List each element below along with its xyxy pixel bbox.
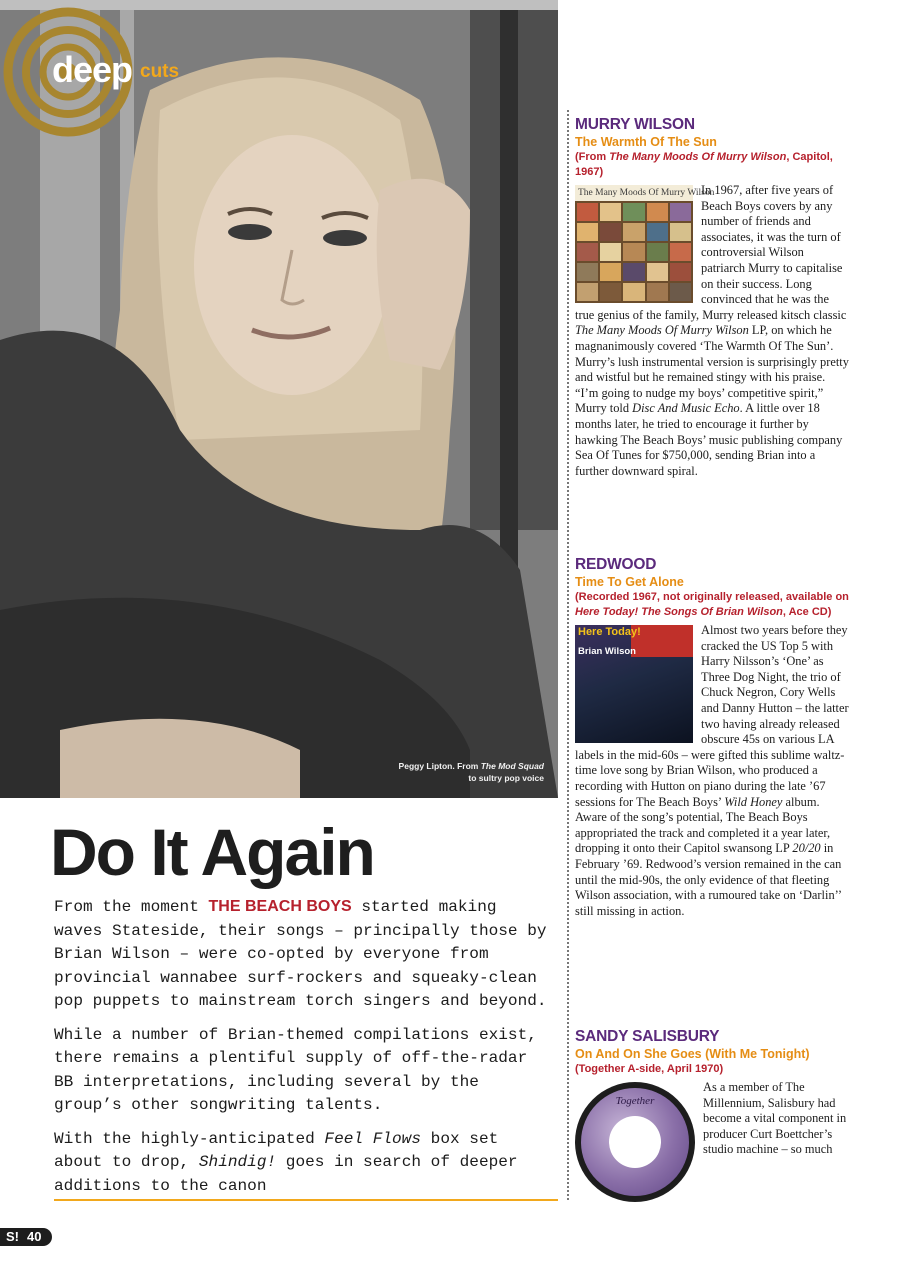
column-divider (567, 110, 569, 1200)
entry-song: The Warmth Of The Sun (575, 135, 717, 149)
entry-song: Time To Get Alone (575, 575, 684, 589)
album-cover-grid (575, 201, 693, 303)
intro-paragraph-1: From the moment THE BEACH BOYS started making waves Stateside, their songs – principally those by Brian Wilson – were co-opted by everyone from provincial wannabee surf-rockers and squeaky-clean pop puppets to mainstream torch singers and beyond. (54, 898, 547, 1010)
entry-source: (Recorded 1967, not originally released, available on Here Today! The Songs Of Brian Wilson, Ace CD) (575, 591, 849, 618)
entry-body: Here Today! Brian Wilson Almost two years before they cracked the US Top 5 with Harry Nilsson’s ‘One’ as Three Dog Night, the trio of Chuck Negron, Cory Wells and Danny Hutton – the latter two having already released obscure 45s on various LA labels in the mid-60s – were gifted this sublime waltz-time love song by Brian Wilson, who produced a recording with Hutton on piano during the late ’67 sessions for The Beach Boys’ Wild Honey album. Aware of the song’s potential, The Beach Boys appropriated the track and completed it a year later, dropping it onto their Capitol swansong LP 20/20 in February ’69. Redwood’s version remained in the can until the mid-90s, the only evidence of that fleeting Wilson association, with a rumoured take on ‘Darlin’’ still missing in action. (575, 623, 849, 918)
entry-sandy-salisbury (575, 1028, 850, 1206)
entry-artist: MURRY WILSON (575, 116, 695, 133)
vinyl-label-text: Together (615, 1095, 655, 1107)
entry-artist: REDWOOD (575, 556, 657, 573)
intro-rule (54, 1199, 558, 1201)
photo-caption: Peggy Lipton. From The Mod Squad to sultry pop voice (398, 761, 544, 783)
album-cover-title: The Many Moods Of Murry Wilson (575, 185, 693, 201)
vinyl-record (575, 1082, 695, 1202)
entry-artist: SANDY SALISBURY (575, 1028, 720, 1045)
entry-source: (From The Many Moods Of Murry Wilson, Capitol, 1967) (575, 151, 833, 178)
folio-logo: S! (6, 1229, 19, 1244)
logo-cuts-text: cuts (140, 61, 180, 82)
page-number: 40 (27, 1229, 42, 1244)
logo-deep-text: deep (52, 49, 133, 90)
intro-text (54, 895, 554, 1208)
intro-paragraph-3: With the highly-anticipated Feel Flows box set about to drop, Shindig! goes in search of deeper additions to the canon (54, 1129, 518, 1195)
page-title: Do It Again (50, 815, 374, 889)
entry-song: On And On She Goes (With Me Tonight) (575, 1047, 810, 1061)
entry-body: The Many Moods Of Murry Wilson In 1967, after five years of Beach Boys covers by any number of friends and associates, it was the turn of controversial Wilson patriarch Murry to capitalise on their success. Long convinced that he was the true genius of the family, Murry released kitsch classic The Many Moods Of Murry Wilson LP, on which he magnanimously covered ‘The Warmth Of The Sun’. Murry’s lush instrumental version is surprisingly pretty and wistful but he remained stingy with his praise. “I’m going to nudge my boys’ competitive spirit,” Murry told Disc And Music Echo. A little over 18 months later, he tried to encourage it further by hawking The Beach Boys’ music publishing company Sea Of Tunes for $750,000, sending Brian into a further downward spiral. (575, 183, 849, 478)
deep-cuts-logo (0, 0, 190, 160)
entry-redwood (575, 556, 850, 919)
album-cover-subtitle: Brian Wilson (578, 646, 636, 657)
album-cover-murry (575, 185, 715, 303)
vinyl-center-hole (609, 1116, 661, 1168)
album-cover-here-today (575, 625, 693, 743)
entry-body: Together As a member of The Millennium, Salisbury had become a vital component in producer Curt Boettcher’s studio machine – so much (575, 1080, 850, 1158)
entry-source: (Together A-side, April 1970) (575, 1063, 724, 1075)
entry-murry-wilson (575, 116, 850, 479)
album-cover-title: Here Today! (578, 626, 641, 638)
intro-paragraph-2: While a number of Brian-themed compilations exist, there remains a plentiful supply of off-the-radar BB interpretations, including several by the group’s other songwriting talents. (54, 1025, 537, 1114)
